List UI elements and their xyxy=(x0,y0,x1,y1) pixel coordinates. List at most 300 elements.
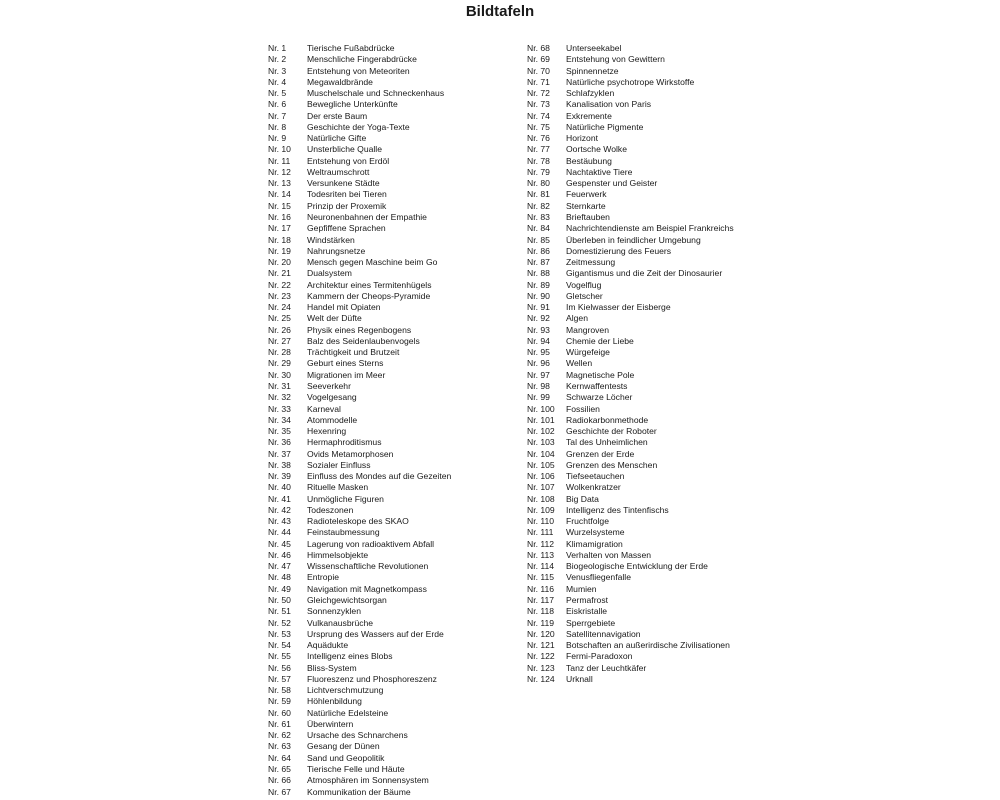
plate-number: Nr. 1 xyxy=(268,43,287,53)
plate-number: Nr. 121 xyxy=(527,640,555,651)
plate-title: Fluoreszenz und Phosphoreszenz xyxy=(307,673,437,684)
plate-number: Nr. 2 xyxy=(268,54,287,65)
list-item xyxy=(268,189,451,200)
plate-title: Gigantismus und die Zeit der Dinosaurier xyxy=(566,268,723,279)
plate-title: Vogelgesang xyxy=(307,392,357,403)
plate-number: Nr. 15 xyxy=(268,200,291,211)
plate-number: Nr. 67 xyxy=(268,786,291,797)
plate-number: Nr. 29 xyxy=(268,358,291,369)
plate-title: Exkremente xyxy=(566,110,612,121)
plate-title: Im Kielwasser der Eisberge xyxy=(566,302,671,313)
list-item xyxy=(268,516,451,527)
plate-number: Nr. 123 xyxy=(527,662,555,673)
list-item xyxy=(268,235,451,246)
list-item xyxy=(268,494,451,505)
list-item xyxy=(268,404,451,415)
plate-title: Ursache des Schnarchens xyxy=(307,730,408,741)
plate-title: Schlafzyklen xyxy=(566,88,615,99)
list-item xyxy=(268,527,451,538)
plate-title: Nachrichtendienste am Beispiel Frankreichs xyxy=(566,223,734,234)
plate-title: Himmelsobjekte xyxy=(307,549,369,560)
entry-list-left xyxy=(268,43,451,798)
list-item xyxy=(527,122,734,133)
plate-title: Wellen xyxy=(566,358,593,369)
list-item xyxy=(268,471,451,482)
plate-number: Nr. 58 xyxy=(268,685,291,696)
plate-number: Nr. 40 xyxy=(268,482,291,493)
plate-number: Nr. 104 xyxy=(527,448,555,459)
list-item xyxy=(268,437,451,448)
plate-number: Nr. 9 xyxy=(268,133,287,144)
plate-number: Nr. 52 xyxy=(268,617,291,628)
list-item xyxy=(268,708,451,719)
plate-number: Nr. 93 xyxy=(527,324,550,335)
list-item xyxy=(268,629,451,640)
plate-title: Atommodelle xyxy=(307,414,358,425)
plate-number: Nr. 59 xyxy=(268,696,291,707)
plate-number: Nr. 7 xyxy=(268,110,287,121)
plate-number: Nr. 13 xyxy=(268,178,291,189)
plate-number: Nr. 76 xyxy=(527,133,550,144)
list-item xyxy=(268,674,451,685)
plate-number: Nr. 115 xyxy=(527,572,555,583)
list-item xyxy=(527,527,734,538)
plate-title: Wolkenkratzer xyxy=(566,482,621,493)
list-item xyxy=(527,189,734,200)
plate-title: Domestizierung des Feuers xyxy=(566,245,672,256)
list-item xyxy=(527,674,734,685)
list-item xyxy=(527,381,734,392)
plate-title: Big Data xyxy=(566,493,599,504)
plate-title: Neuronenbahnen der Empathie xyxy=(307,211,427,222)
plate-number: Nr. 4 xyxy=(268,76,287,87)
plate-number: Nr. 75 xyxy=(527,121,550,132)
plate-number: Nr. 96 xyxy=(527,358,550,369)
list-item xyxy=(268,336,451,347)
plate-number: Nr. 81 xyxy=(527,189,550,200)
list-item xyxy=(527,43,734,54)
plate-title: Hexenring xyxy=(307,426,347,437)
plate-number: Nr. 98 xyxy=(527,380,550,391)
list-item xyxy=(527,550,734,561)
plate-number: Nr. 45 xyxy=(268,538,291,549)
plate-title: Gesang der Dünen xyxy=(307,741,380,752)
list-item xyxy=(268,111,451,122)
list-item xyxy=(268,257,451,268)
plate-number: Nr. 10 xyxy=(268,144,291,155)
plate-title: Windstärken xyxy=(307,234,355,245)
plate-title: Sperrgebiete xyxy=(566,617,616,628)
list-item xyxy=(527,572,734,583)
list-item xyxy=(527,99,734,110)
plate-title: Radioteleskope des SKAO xyxy=(307,516,409,527)
plate-number: Nr. 68 xyxy=(527,43,550,53)
plate-title: Geschichte der Yoga-Texte xyxy=(307,121,410,132)
plate-number: Nr. 88 xyxy=(527,268,550,279)
plate-title: Trächtigkeit und Brutzeit xyxy=(307,347,400,358)
plate-title: Mensch gegen Maschine beim Go xyxy=(307,257,438,268)
plate-number: Nr. 53 xyxy=(268,628,291,639)
plate-number: Nr. 122 xyxy=(527,651,555,662)
plate-number: Nr. 33 xyxy=(268,403,291,414)
plate-title: Versunkene Städte xyxy=(307,178,380,189)
list-item xyxy=(527,404,734,415)
plate-number: Nr. 74 xyxy=(527,110,550,121)
plate-number: Nr. 27 xyxy=(268,335,291,346)
plate-number: Nr. 17 xyxy=(268,223,291,234)
plate-title: Entstehung von Gewittern xyxy=(566,54,665,65)
plate-title: Karneval xyxy=(307,403,341,414)
plate-number: Nr. 65 xyxy=(268,764,291,774)
list-item xyxy=(527,370,734,381)
list-item xyxy=(268,696,451,707)
list-item xyxy=(268,460,451,471)
plate-title: Der erste Baum xyxy=(307,110,368,121)
plate-number: Nr. 90 xyxy=(527,290,550,301)
list-item xyxy=(268,77,451,88)
plate-title: Bliss-System xyxy=(307,662,357,673)
list-item xyxy=(268,325,451,336)
list-item xyxy=(268,246,451,257)
plate-number: Nr. 61 xyxy=(268,718,291,729)
plate-number: Nr. 69 xyxy=(527,54,550,65)
plate-title: Urknall xyxy=(566,673,593,684)
plate-title: Tierische Felle und Häute xyxy=(307,764,405,774)
plate-number: Nr. 42 xyxy=(268,504,291,515)
plate-number: Nr. 97 xyxy=(527,369,550,380)
plate-title: Geburt eines Sterns xyxy=(307,358,384,369)
list-item xyxy=(527,167,734,178)
plate-number: Nr. 21 xyxy=(268,268,291,279)
plate-title: Gespenster und Geister xyxy=(566,178,658,189)
plate-title: Ursprung des Wassers auf der Erde xyxy=(307,628,444,639)
plate-number: Nr. 95 xyxy=(527,347,550,358)
plate-title: Prinzip der Proxemik xyxy=(307,200,387,211)
plate-title: Spinnennetze xyxy=(566,65,619,76)
plate-title: Wurzelsysteme xyxy=(566,527,625,538)
plate-number: Nr. 49 xyxy=(268,583,291,594)
plate-number: Nr. 120 xyxy=(527,628,555,639)
plate-number: Nr. 119 xyxy=(527,617,555,628)
list-item xyxy=(268,606,451,617)
plate-number: Nr. 73 xyxy=(527,99,550,110)
plate-number: Nr. 117 xyxy=(527,595,555,606)
plate-number: Nr. 89 xyxy=(527,279,550,290)
list-item xyxy=(527,88,734,99)
plate-title: Sternkarte xyxy=(566,200,606,211)
plate-title: Atmosphären im Sonnensystem xyxy=(307,775,429,786)
plate-title: Entropie xyxy=(307,572,340,583)
list-item xyxy=(268,572,451,583)
plate-number: Nr. 70 xyxy=(527,65,550,76)
plate-number: Nr. 24 xyxy=(268,302,291,313)
plate-title: Algen xyxy=(566,313,588,324)
list-item xyxy=(527,144,734,155)
list-item xyxy=(527,539,734,550)
plate-number: Nr. 54 xyxy=(268,640,291,651)
plate-title: Weltraumschrott xyxy=(307,166,370,177)
list-item xyxy=(268,223,451,234)
list-item xyxy=(268,88,451,99)
plate-number: Nr. 39 xyxy=(268,471,291,482)
plate-title: Kommunikation der Bäume xyxy=(307,786,411,797)
plate-title: Architektur eines Termitenhügels xyxy=(307,279,432,290)
list-item xyxy=(268,415,451,426)
list-item xyxy=(268,584,451,595)
list-item xyxy=(268,268,451,279)
plate-title: Gepfiffene Sprachen xyxy=(307,223,386,234)
plate-title: Sozialer Einfluss xyxy=(307,459,371,470)
plate-title: Permafrost xyxy=(566,595,609,606)
plate-title: Feinstaubmessung xyxy=(307,527,380,538)
plate-number: Nr. 38 xyxy=(268,459,291,470)
list-item xyxy=(268,144,451,155)
plate-number: Nr. 22 xyxy=(268,279,291,290)
list-item xyxy=(268,775,451,786)
list-item xyxy=(527,268,734,279)
plate-number: Nr. 87 xyxy=(527,257,550,268)
plate-title: Natürliche Pigmente xyxy=(566,121,644,132)
plate-number: Nr. 118 xyxy=(527,606,555,617)
plate-title: Feuerwerk xyxy=(566,189,607,200)
plate-title: Natürliche Gifte xyxy=(307,133,367,144)
plate-number: Nr. 47 xyxy=(268,561,291,572)
list-item xyxy=(268,640,451,651)
list-item xyxy=(527,426,734,437)
plate-title: Oortsche Wolke xyxy=(566,144,627,155)
plate-number: Nr. 55 xyxy=(268,651,291,662)
plate-number: Nr. 37 xyxy=(268,448,291,459)
plate-number: Nr. 44 xyxy=(268,527,291,538)
plate-number: Nr. 84 xyxy=(527,223,550,234)
list-item xyxy=(268,392,451,403)
list-item xyxy=(527,460,734,471)
list-item xyxy=(268,787,451,798)
list-item xyxy=(527,358,734,369)
plate-title: Welt der Düfte xyxy=(307,313,362,324)
plate-title: Sand und Geopolitik xyxy=(307,752,385,763)
plate-title: Handel mit Opiaten xyxy=(307,302,381,313)
plate-title: Lagerung von radioaktivem Abfall xyxy=(307,538,435,549)
plate-title: Zeitmessung xyxy=(566,257,616,268)
plate-number: Nr. 109 xyxy=(527,504,555,515)
plate-title: Magnetische Pole xyxy=(566,369,635,380)
plate-title: Gletscher xyxy=(566,290,603,301)
plate-title: Grenzen der Erde xyxy=(566,448,635,459)
list-item xyxy=(527,302,734,313)
plate-title: Navigation mit Magnetkompass xyxy=(307,583,427,594)
plate-number: Nr. 79 xyxy=(527,166,550,177)
plate-number: Nr. 3 xyxy=(268,65,287,76)
plate-number: Nr. 110 xyxy=(527,516,555,527)
plate-number: Nr. 23 xyxy=(268,290,291,301)
plate-number: Nr. 101 xyxy=(527,414,555,425)
list-item xyxy=(268,618,451,629)
plate-number: Nr. 8 xyxy=(268,121,287,132)
list-item xyxy=(268,358,451,369)
plate-number: Nr. 124 xyxy=(527,673,555,684)
plate-number: Nr. 32 xyxy=(268,392,291,403)
plate-number: Nr. 114 xyxy=(527,561,555,572)
plate-number: Nr. 11 xyxy=(268,155,291,166)
list-item xyxy=(527,606,734,617)
plate-title: Brieftauben xyxy=(566,211,610,222)
list-item xyxy=(268,280,451,291)
plate-number: Nr. 103 xyxy=(527,437,555,448)
plate-title: Muschelschale und Schneckenhaus xyxy=(307,88,445,99)
list-item xyxy=(268,651,451,662)
plate-number: Nr. 100 xyxy=(527,403,555,414)
list-item xyxy=(527,201,734,212)
list-item xyxy=(268,550,451,561)
plate-number: Nr. 16 xyxy=(268,211,291,222)
list-item xyxy=(527,392,734,403)
list-item xyxy=(268,347,451,358)
list-item xyxy=(268,133,451,144)
plate-title: Botschaften an außerirdische Zivilisationen xyxy=(566,640,730,651)
plate-number: Nr. 30 xyxy=(268,369,291,380)
list-item xyxy=(527,336,734,347)
plate-number: Nr. 91 xyxy=(527,302,550,313)
plate-title: Satellitennavigation xyxy=(566,628,641,639)
plate-number: Nr. 83 xyxy=(527,211,550,222)
plate-number: Nr. 31 xyxy=(268,380,291,391)
plate-title: Radiokarbonmethode xyxy=(566,414,649,425)
plate-title: Hermaphroditismus xyxy=(307,437,382,448)
plate-number: Nr. 105 xyxy=(527,459,555,470)
list-item xyxy=(527,437,734,448)
plate-title: Physik eines Regenbogens xyxy=(307,324,412,335)
plate-title: Sonnenzyklen xyxy=(307,606,361,617)
list-item xyxy=(268,212,451,223)
list-item xyxy=(527,291,734,302)
plate-title: Würgefeige xyxy=(566,347,610,358)
plate-number: Nr. 72 xyxy=(527,88,550,99)
plate-title: Gleichgewichtsorgan xyxy=(307,595,387,606)
plate-title: Intelligenz eines Blobs xyxy=(307,651,393,662)
list-item xyxy=(268,449,451,460)
plate-title: Tierische Fußabdrücke xyxy=(307,43,395,53)
plate-title: Biogeologische Entwicklung der Erde xyxy=(566,561,708,572)
list-item xyxy=(527,223,734,234)
plate-title: Vulkanausbrüche xyxy=(307,617,374,628)
plate-title: Natürliche psychotrope Wirkstoffe xyxy=(566,76,695,87)
plate-title: Kanalisation von Paris xyxy=(566,99,652,110)
list-item xyxy=(268,54,451,65)
list-item xyxy=(527,651,734,662)
list-item xyxy=(268,685,451,696)
plate-number: Nr. 85 xyxy=(527,234,550,245)
list-item xyxy=(527,595,734,606)
list-item xyxy=(527,561,734,572)
list-item xyxy=(268,313,451,324)
page-title: Bildtafeln xyxy=(465,3,535,20)
plate-title: Entstehung von Meteoriten xyxy=(307,65,410,76)
plate-number: Nr. 14 xyxy=(268,189,291,200)
plate-number: Nr. 28 xyxy=(268,347,291,358)
list-item xyxy=(268,99,451,110)
plate-number: Nr. 12 xyxy=(268,166,291,177)
list-item xyxy=(527,494,734,505)
plate-title: Überleben in feindlicher Umgebung xyxy=(566,234,701,245)
list-item xyxy=(268,741,451,752)
list-item xyxy=(268,595,451,606)
plate-title: Balz des Seidenlaubenvogels xyxy=(307,335,420,346)
plate-title: Kernwaffentests xyxy=(566,380,628,391)
list-item xyxy=(268,178,451,189)
list-item xyxy=(268,426,451,437)
plate-title: Intelligenz des Tintenfischs xyxy=(566,504,669,515)
plate-number: Nr. 5 xyxy=(268,88,287,99)
list-item xyxy=(527,280,734,291)
plate-number: Nr. 51 xyxy=(268,606,291,617)
list-item xyxy=(527,415,734,426)
plate-number: Nr. 6 xyxy=(268,99,287,110)
plate-title: Venusfliegenfalle xyxy=(566,572,631,583)
list-item xyxy=(268,764,451,775)
plate-title: Unmögliche Figuren xyxy=(307,493,384,504)
list-item xyxy=(268,730,451,741)
list-item xyxy=(527,111,734,122)
plate-number: Nr. 80 xyxy=(527,178,550,189)
plate-title: Lichtverschmutzung xyxy=(307,685,384,696)
list-item xyxy=(268,291,451,302)
plate-number: Nr. 86 xyxy=(527,245,550,256)
list-item xyxy=(527,257,734,268)
plate-title: Unsterbliche Qualle xyxy=(307,144,382,155)
list-item xyxy=(527,246,734,257)
list-item xyxy=(268,302,451,313)
plate-title: Bewegliche Unterkünfte xyxy=(307,99,398,110)
plate-title: Geschichte der Roboter xyxy=(566,426,657,437)
plate-title: Tanz der Leuchtkäfer xyxy=(566,662,647,673)
plate-number: Nr. 35 xyxy=(268,426,291,437)
plate-number: Nr. 102 xyxy=(527,426,555,437)
plate-number: Nr. 77 xyxy=(527,144,550,155)
list-item xyxy=(527,54,734,65)
plate-number: Nr. 112 xyxy=(527,538,555,549)
plate-title: Fermi-Paradoxon xyxy=(566,651,633,662)
plate-title: Rituelle Masken xyxy=(307,482,369,493)
list-item xyxy=(527,156,734,167)
plate-number: Nr. 48 xyxy=(268,572,291,583)
plate-title: Mumien xyxy=(566,583,597,594)
plate-number: Nr. 116 xyxy=(527,583,555,594)
plate-title: Vogelflug xyxy=(566,279,602,290)
list-item xyxy=(268,539,451,550)
plate-number: Nr. 19 xyxy=(268,245,291,256)
plate-number: Nr. 60 xyxy=(268,707,291,718)
list-item xyxy=(527,449,734,460)
plate-number: Nr. 78 xyxy=(527,155,550,166)
plate-title: Eiskristalle xyxy=(566,606,608,617)
plate-title: Dualsystem xyxy=(307,268,352,279)
plate-title: Bestäubung xyxy=(566,155,612,166)
plate-number: Nr. 20 xyxy=(268,257,291,268)
plate-number: Nr. 66 xyxy=(268,775,291,786)
plate-title: Überwintern xyxy=(307,718,354,729)
plate-number: Nr. 62 xyxy=(268,730,291,741)
plate-title: Todeszonen xyxy=(307,504,354,515)
plate-title: Unterseekabel xyxy=(566,43,622,53)
list-item xyxy=(268,122,451,133)
plate-title: Fruchtfolge xyxy=(566,516,609,527)
plate-number: Nr. 92 xyxy=(527,313,550,324)
list-item xyxy=(527,212,734,223)
entry-list-right xyxy=(527,43,734,685)
list-item xyxy=(268,66,451,77)
plate-number: Nr. 111 xyxy=(527,527,554,538)
